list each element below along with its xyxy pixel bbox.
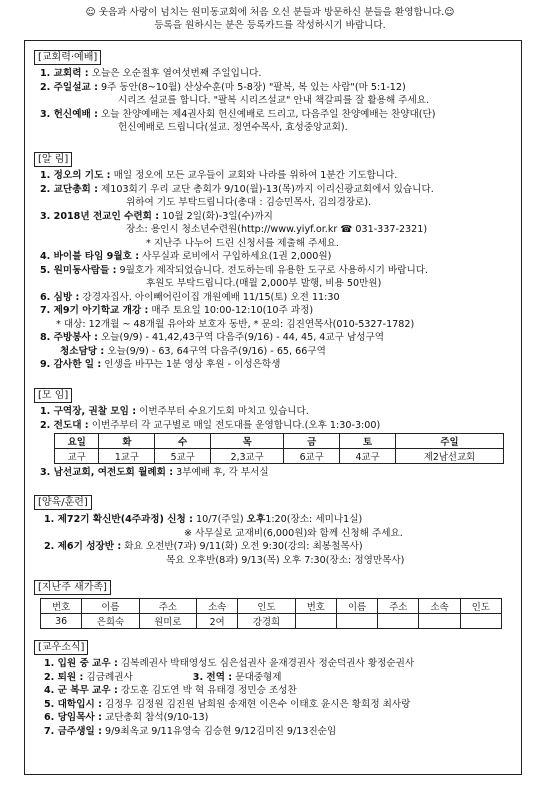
table-cell: 6교구 — [284, 449, 340, 464]
table-header-cell: 이름 — [336, 599, 377, 614]
list-item: 5. 대학입시 : 김정우 김정원 김진원 남희원 송재현 이은수 이태호 윤시은 황희정 최사랑 — [44, 698, 411, 710]
table-cell: 원미로 — [139, 614, 196, 629]
list-item-continued: 목요 오후반(8과) 9/13(목) 오후 7:30(장소: 정영만목사) — [166, 554, 405, 566]
table-header-row — [55, 434, 504, 449]
table-header-cell: 화 — [99, 434, 155, 449]
table-cell: 36 — [41, 614, 82, 629]
section-notices — [34, 152, 514, 372]
list-item: 8. 주방봉사 : 오늘(9/9) - 41,42,43구역 다음주(9/16) - 44, 45, 4교구 남성구역 — [40, 332, 385, 343]
welcome-line: ☺ 웃음과 사랑이 넘치는 원미동교회에 처음 오신 분들과 방문하신 분들을 환영합니다.☺ — [85, 7, 455, 18]
table-header-cell: 인도 — [238, 599, 295, 614]
table-cell — [336, 614, 377, 629]
section-title: [지난주 새가족] — [34, 580, 111, 595]
table-header-cell: 번호 — [295, 599, 336, 614]
table-row — [41, 614, 502, 629]
list-item: 9. 감사한 일 : 인생을 바꾸는 1분 영상 후원 - 이성은학생 — [40, 359, 281, 370]
table-header-cell: 소속 — [419, 599, 460, 614]
section-title: [모 임] — [34, 388, 72, 403]
table-row — [55, 449, 504, 464]
list-item-continued: 위하여 기도 부탁드립니다(총대 : 김승민목사, 김의경장로). — [126, 197, 372, 208]
list-item: 2. 퇴원 : 김금례권사 3. 전역 : 문대중형제 — [44, 671, 282, 683]
list-item-continued: * 지난주 나누어 드린 신청서를 제출해 주세요. — [146, 237, 339, 249]
table-cell: 5교구 — [155, 449, 211, 464]
table-cell: 2,3교구 — [211, 449, 284, 464]
evangelism-schedule-table — [54, 433, 504, 464]
list-item: 2. 제6기 성장반 : 화요 오전반(7과) 9/11(화) 오전 9:30(강의: 최봉철목사) — [44, 541, 363, 552]
table-header-row — [41, 599, 502, 614]
table-cell: 제2남선교회 — [395, 449, 503, 464]
list-item: 6. 심방 : 강경자집사. 아이빼어린이집 개원예배 11/15(토) 오전 11:30 — [40, 291, 340, 303]
table-header-cell: 토 — [340, 434, 396, 449]
list-item: 4. 바이블 타임 9월호 : 사무실과 로비에서 구입하세요(1권 2,000원) — [40, 251, 332, 262]
list-item: 5. 원미동사람들 : 9월호가 제작되었습니다. 전도하는데 유용한 도구로 사용하시기 바랍니다. — [40, 264, 429, 276]
table-header-cell: 주소 — [378, 599, 419, 614]
list-item: 6. 당임목사 : 교단총회 참석(9/10-13) — [44, 712, 209, 723]
new-members-table — [40, 598, 502, 629]
list-item: 2. 전도대 : 이번주부터 각 교구별로 매일 전도대를 운영합니다.(오후 1:30-3:00) — [40, 419, 381, 431]
section-worship — [34, 50, 514, 135]
table-cell: 4교구 — [340, 449, 396, 464]
list-item: 1. 구역장, 권찰 모임 : 이번주부터 수요기도회 마치고 있습니다. — [40, 406, 309, 417]
section-meetings — [34, 388, 514, 480]
table-cell — [460, 614, 501, 629]
list-item: 청소담당 : 오늘(9/9) - 63, 64구역 다음주(9/16) - 65, 66구역 — [60, 345, 326, 357]
list-item: 7. 금주생일 : 9/9최옥교 9/11유영숙 김승현 9/12김미진 9/13진순임 — [44, 725, 337, 737]
list-item-continued: 후원도 부탁드립니다.(매월 2,000부 발행, 비용 50만원) — [146, 278, 382, 289]
list-item: 1. 제72기 확신반(4주과정) 신청 : 10/7(주일) 오후1:20(장소: 세미나1실) — [44, 514, 363, 525]
table-header-cell: 주소 — [139, 599, 196, 614]
section-title: [알 림] — [34, 152, 72, 167]
section-title: [양육/훈련] — [34, 495, 92, 510]
list-item-continued: * 대상: 12개월 ~ 48개월 유아와 보호자 동반, * 문의: 김진연목사(010-5327-1782) — [56, 318, 415, 330]
list-item-continued: ※ 사무실로 교재비(6,000원)와 함께 신청해 주세요. — [184, 527, 403, 539]
table-header-cell: 소속 — [197, 599, 238, 614]
section-training — [34, 495, 514, 567]
list-item: 7. 제9기 아기학교 개강 : 매주 토요일 10:00-12:10(10주 과정) — [40, 305, 314, 316]
list-item: 1. 정오의 기도 : 매일 정오에 모든 교우들이 교회와 나라를 위하여 1분간 기도합니다. — [40, 170, 398, 181]
list-item: 3. 2018년 전교인 수련회 : 10월 2일(화)-3일(수)까지 — [40, 210, 273, 222]
list-item: 1. 입원 중 교우 : 김복례권사 박태영성도 심은섭권사 윤재경권사 정순덕권사 황정순권사 — [44, 658, 415, 669]
table-header-cell: 금 — [284, 434, 340, 449]
registration-line: 등록을 원하시는 분은 등록카드를 작성하시기 바랍니다. — [154, 20, 386, 31]
table-cell — [295, 614, 336, 629]
table-header-cell: 목 — [211, 434, 284, 449]
table-header-cell: 주일 — [395, 434, 503, 449]
section-title: [교회력·예배] — [34, 50, 101, 65]
table-cell: 은희숙 — [82, 614, 139, 629]
table-cell — [378, 614, 419, 629]
table-header-cell: 이름 — [82, 599, 139, 614]
list-item-continued: 헌신예배로 드립니다(설교. 정연수목사, 효성중앙교회). — [118, 122, 348, 133]
table-cell: 1교구 — [99, 449, 155, 464]
list-item: 2. 주일설교 : 9주 동안(8~10월) 산상수훈(마 5-8장) "팔복, 복 있는 사람"(마 5:1-12) — [40, 81, 406, 93]
welcome-header — [0, 0, 540, 32]
table-header-cell: 번호 — [41, 599, 82, 614]
table-cell: 강경희 — [238, 614, 295, 629]
section-member-news — [34, 640, 514, 738]
table-cell — [419, 614, 460, 629]
list-item-continued: 장소: 용인시 청소년수련원(http://www.yiyf.or.kr ☎ 031-337-2321) — [126, 224, 428, 235]
list-item: 3. 헌신예배 : 오늘 찬양예배는 제4권사회 헌신예배로 드리고, 다음주일 찬양예배는 찬양대(단) — [40, 108, 436, 120]
section-new-members — [34, 580, 514, 629]
list-item: 1. 교회력 : 오늘은 오순절후 열여섯번째 주일입니다. — [40, 68, 262, 79]
list-item: 4. 군 복무 교우 : 강도훈 김도연 박 혁 유태경 정민승 조성찬 — [44, 685, 297, 696]
table-header-cell: 인도 — [460, 599, 501, 614]
table-header-cell: 수 — [155, 434, 211, 449]
list-item-continued: 시리즈 설교를 합니다. "팔복 시리즈설교" 안내 책갈피를 잘 활용해 주세요. — [118, 95, 430, 106]
table-header-cell: 요일 — [55, 434, 99, 449]
section-title: [교우소식] — [34, 640, 88, 655]
list-item: 2. 교단총회 : 제103회기 우리 교단 총회가 9/10(월)-13(목)까지 이리신광교회에서 있습니다. — [40, 183, 434, 195]
list-item: 3. 남선교회, 여전도회 월례회 : 3부예배 후, 각 부서실 — [40, 467, 269, 478]
table-cell: 교구 — [55, 449, 99, 464]
table-cell: 2여 — [197, 614, 238, 629]
